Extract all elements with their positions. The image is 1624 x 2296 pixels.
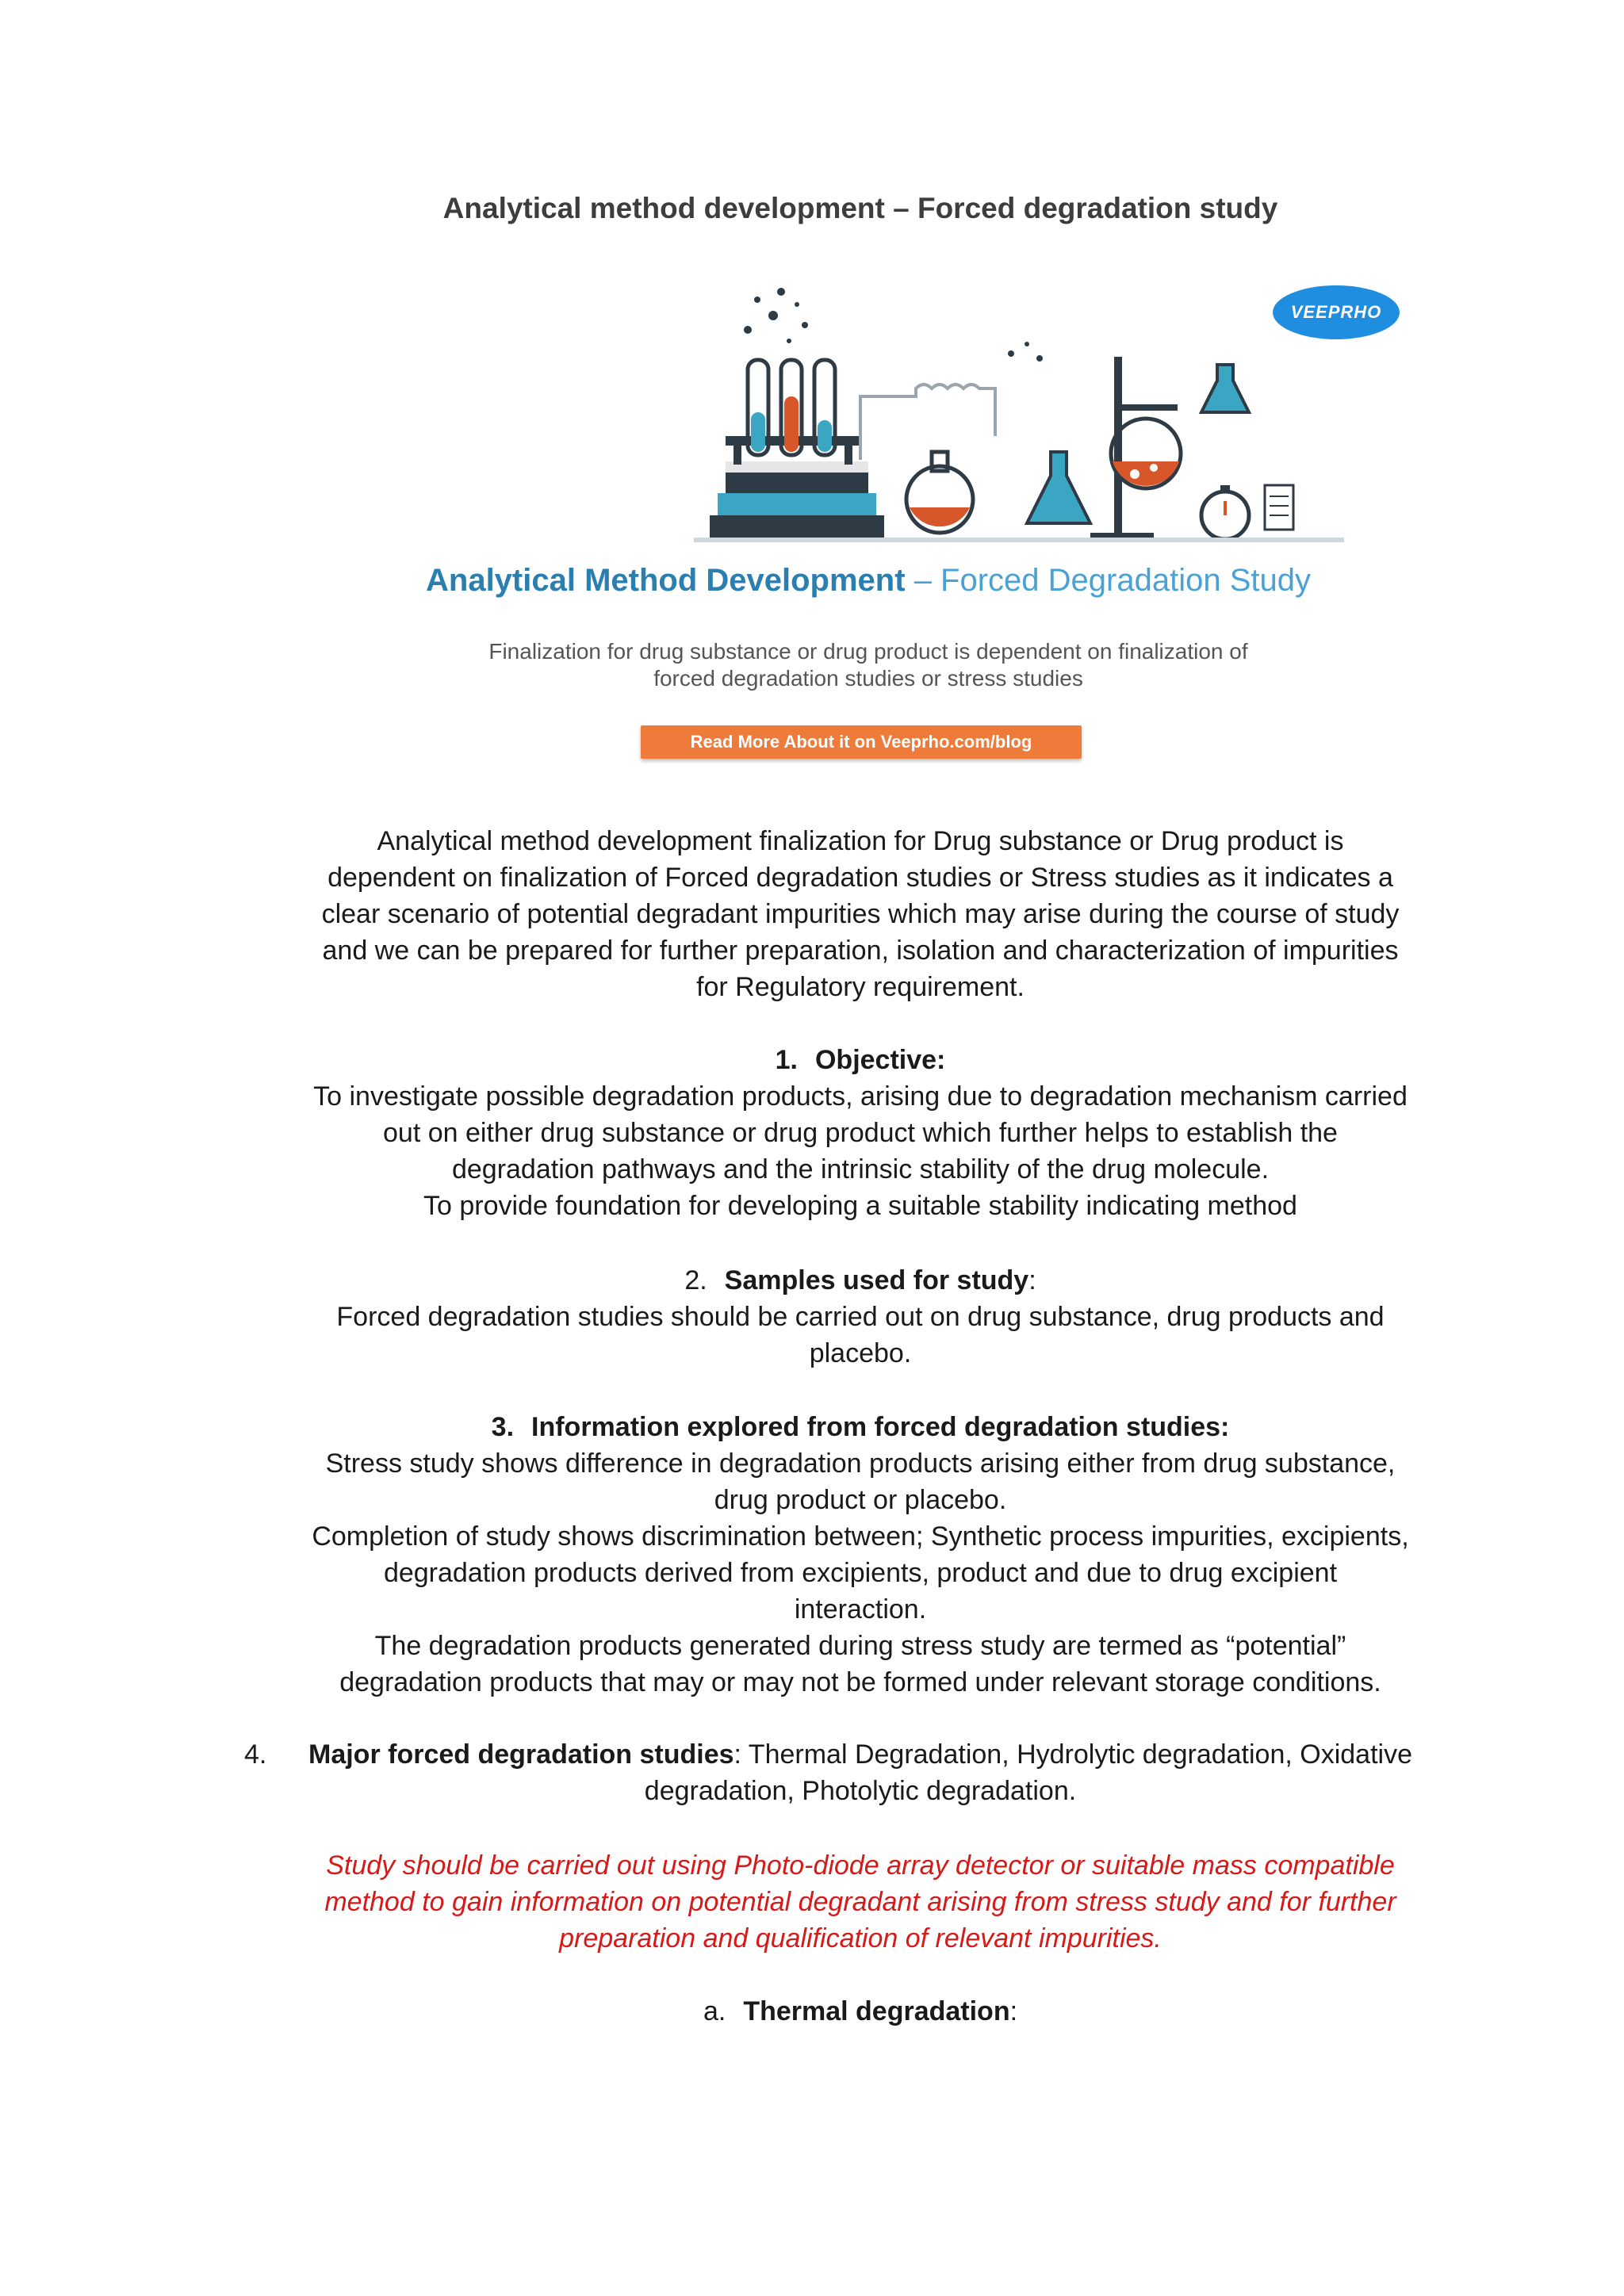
section-line: drug product or placebo.: [714, 1485, 1007, 1515]
section-number: 2.: [684, 1265, 707, 1295]
section-line: Forced degradation studies should be carried out on drug substance, drug products and: [336, 1302, 1385, 1332]
section-line: To investigate possible degradation products, arising due to degradation mechanism carried: [313, 1081, 1408, 1112]
banner-heading-bold: Analytical Method Development: [426, 563, 906, 598]
section-line: [293, 1736, 1427, 1773]
section-heading: [293, 1262, 1427, 1299]
section-line: To provide foundation for developing a suitable stability indicating method: [423, 1191, 1297, 1221]
section-line: The degradation products generated during stress study are termed as “potential”: [374, 1631, 1346, 1661]
section-line: placebo.: [809, 1338, 912, 1368]
section-number: 1.: [775, 1045, 798, 1075]
subsection-letter: a.: [703, 1996, 726, 2026]
section-objective: [293, 1042, 1427, 1224]
section-title: Samples used for study: [724, 1265, 1029, 1295]
section-heading: [293, 1042, 1427, 1078]
intro-line: clear scenario of potential degradant impurities which may arise during the course of study: [321, 899, 1400, 929]
lab-illustration-icon: [313, 277, 1423, 547]
intro-paragraph: [293, 823, 1427, 1005]
banner-heading: [313, 563, 1423, 599]
banner-heading-light: – Forced Degradation Study: [914, 563, 1311, 598]
veeprho-logo-icon: [1273, 285, 1400, 339]
section-line: Completion of study shows discrimination between; Synthetic process impurities, excipients,: [312, 1521, 1409, 1552]
section-line: degradation products derived from excipients, product and due to drug excipient: [383, 1558, 1338, 1588]
banner-subtitle-line: forced degradation studies or stress studies: [653, 666, 1083, 691]
section-title: Information explored from forced degradation studies:: [531, 1412, 1230, 1442]
section-title: Objective:: [814, 1045, 946, 1075]
section-content: [293, 1736, 1427, 1809]
read-more-button[interactable]: Read More About it on Veeprho.com/blog: [641, 725, 1082, 759]
subsection-colon: :: [1009, 1996, 1018, 2026]
subsection-title: Thermal degradation: [743, 1996, 1010, 2026]
section-text: : Thermal Degradation, Hydrolytic degradation, Oxidative: [733, 1739, 1412, 1770]
section-line: degradation products that may or may not be formed under relevant storage conditions.: [339, 1667, 1381, 1697]
section-major-studies: [244, 1736, 1427, 1809]
subsection-thermal: [293, 1993, 1427, 2030]
section-colon: :: [1028, 1265, 1036, 1295]
section-title: Major forced degradation studies: [308, 1739, 734, 1770]
note-line: Study should be carried out using Photo-diode array detector or suitable mass compatible: [326, 1850, 1395, 1881]
section-heading: [293, 1409, 1427, 1445]
note-line: method to gain information on potential degradant arising from stress study and for further: [324, 1887, 1396, 1917]
intro-line: and we can be prepared for further preparation, isolation and characterization of impurities: [322, 936, 1399, 966]
section-number: 4.: [244, 1739, 267, 1770]
banner-subtitle: [361, 638, 1376, 692]
banner-subtitle-line: Finalization for drug substance or drug product is dependent on finalization of: [488, 639, 1248, 664]
subsection-heading: [293, 1993, 1427, 2030]
intro-line: Analytical method development finalization for Drug substance or Drug product is: [377, 826, 1344, 856]
article-banner: [313, 277, 1423, 769]
logo-text: VEEPRHO: [1290, 302, 1382, 322]
section-number: 3.: [491, 1412, 515, 1442]
section-information: [293, 1409, 1427, 1701]
page-title: Analytical method development – Forced degradation study: [442, 192, 1278, 224]
section-line: degradation pathways and the intrinsic stability of the drug molecule.: [451, 1154, 1270, 1184]
section-line: degradation, Photolytic degradation.: [644, 1776, 1077, 1806]
section-line: interaction.: [794, 1594, 927, 1624]
note-line: preparation and qualification of relevant impurities.: [559, 1923, 1162, 1954]
intro-line: dependent on finalization of Forced degradation studies or Stress studies as it indicates a: [327, 863, 1393, 893]
section-line: Stress study shows difference in degradation products arising either from drug substance,: [325, 1448, 1396, 1479]
section-line: out on either drug substance or drug product which further helps to establish the: [383, 1118, 1338, 1148]
section-samples: [293, 1262, 1427, 1372]
instrument-note: [293, 1847, 1427, 1957]
intro-line: for Regulatory requirement.: [696, 972, 1025, 1002]
